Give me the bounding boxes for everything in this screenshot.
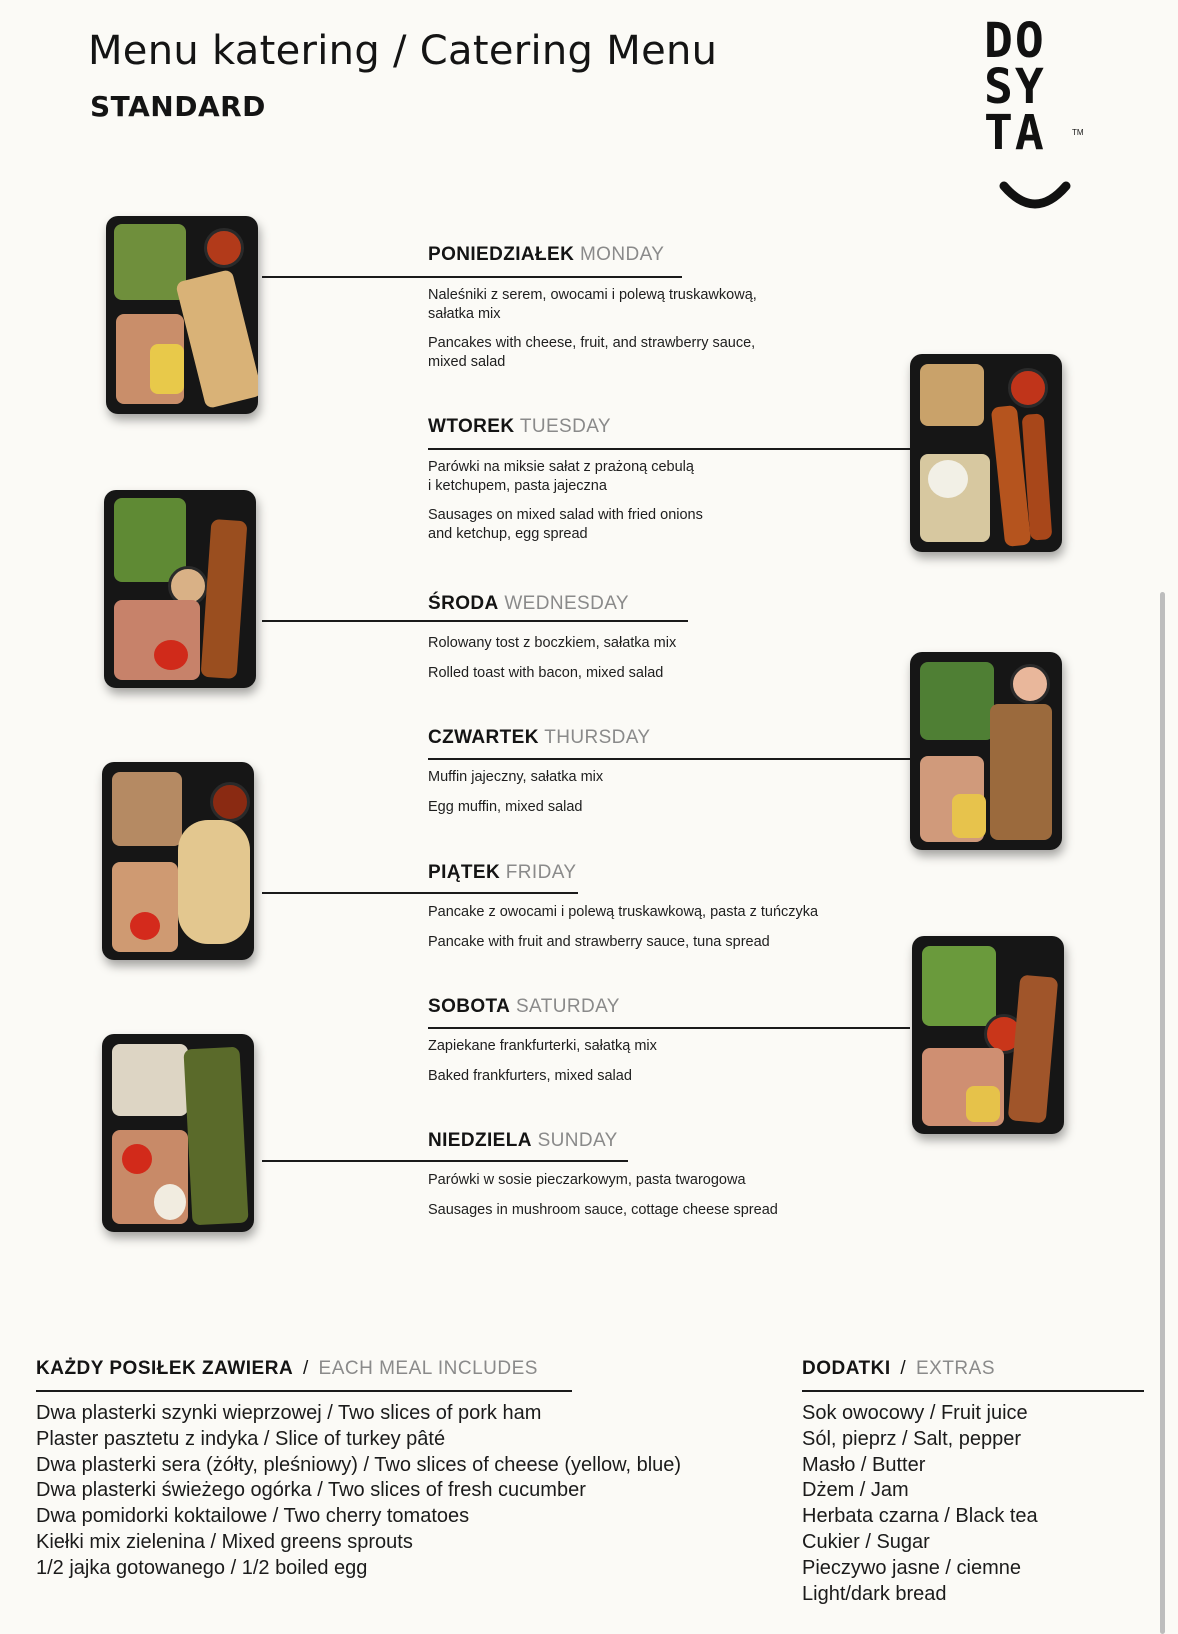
extras-underline: [802, 1390, 1144, 1392]
day-name-en: WEDNESDAY: [504, 593, 629, 614]
day-thursday: [428, 727, 651, 817]
dish-description-pl: Naleśniki z serem, owocami i polewą truskawkową, sałatka mix: [428, 287, 757, 322]
dish-description-pl: Parówki na miksie sałat z prażoną cebulą i ketchupem, pasta jajeczna: [428, 459, 694, 494]
extras-heading-pl: DODATKI: [802, 1358, 891, 1379]
includes-list: [36, 1401, 681, 1582]
dish-description-en: Pancakes with cheese, fruit, and strawberry sauce, mixed salad: [428, 335, 756, 370]
dish-description-pl: Parówki w sosie pieczarkowym, pasta twarogowa: [428, 1172, 746, 1188]
meal-tray-image: [106, 216, 258, 414]
day-heading: [428, 593, 676, 615]
logo-line-3: TA: [984, 105, 1046, 161]
includes-heading-separator: /: [302, 1358, 309, 1379]
list-item: Plaster pasztetu z indyka / Slice of turkey pâté: [36, 1427, 446, 1450]
day-heading: [428, 1130, 778, 1152]
day-name-pl: WTOREK: [428, 416, 515, 437]
day-name-en: SUNDAY: [537, 1130, 618, 1151]
list-item: Dwa plasterki sera (żółty, pleśniowy) / Two slices of cheese (yellow, blue): [36, 1453, 682, 1476]
day-monday: [428, 244, 757, 372]
dish-description-en: Sausages on mixed salad with fried onions and ketchup, egg spread: [428, 507, 703, 542]
day-name-pl: NIEDZIELA: [428, 1130, 532, 1151]
scrollbar[interactable]: [1160, 592, 1165, 1634]
trademark-mark: TM: [1072, 128, 1084, 137]
dish-description-pl: Pancake z owocami i polewą truskawkową, pasta z tuńczyka: [428, 904, 819, 920]
menu-variant-label: STANDARD: [90, 90, 266, 123]
list-item: Herbata czarna / Black tea: [802, 1505, 1038, 1528]
includes-underline: [36, 1390, 572, 1392]
extras-heading-en: EXTRAS: [915, 1358, 996, 1379]
day-name-pl: CZWARTEK: [428, 727, 539, 748]
day-name-en: THURSDAY: [544, 727, 651, 748]
list-item: Light/dark bread: [802, 1582, 947, 1605]
list-item: Sok owocowy / Fruit juice: [802, 1402, 1028, 1424]
list-item: Dwa plasterki świeżego ogórka / Two slices of fresh cucumber: [36, 1479, 586, 1502]
list-item: 1/2 jajka gotowanego / 1/2 boiled egg: [36, 1556, 368, 1579]
list-item: Cukier / Sugar: [802, 1530, 930, 1553]
meal-tray-image: [102, 1034, 254, 1232]
meal-tray-image: [910, 354, 1062, 552]
dish-description-pl: Rolowany tost z boczkiem, sałatka mix: [428, 635, 677, 651]
dosyta-logo: [984, 13, 1084, 218]
list-item: Dwa pomidorki koktailowe / Two cherry tomatoes: [36, 1505, 470, 1528]
meal-tray-image: [104, 490, 256, 688]
day-friday: [428, 862, 818, 952]
meal-tray-image: [102, 762, 254, 960]
day-sunday: [428, 1130, 778, 1220]
day-name-pl: PONIEDZIAŁEK: [428, 244, 575, 265]
extras-list: [802, 1401, 1038, 1607]
day-name-en: MONDAY: [579, 244, 665, 265]
day-wednesday: [428, 593, 676, 683]
extras-heading: [802, 1358, 995, 1380]
list-item: Dwa plasterki szynki wieprzowej / Two slices of pork ham: [36, 1402, 542, 1424]
list-item: Masło / Butter: [802, 1453, 926, 1476]
dish-description-en: Rolled toast with bacon, mixed salad: [428, 665, 664, 681]
day-heading: [428, 416, 703, 438]
includes-heading: [36, 1358, 538, 1380]
list-item: Kiełki mix zielenina / Mixed greens sprouts: [36, 1530, 413, 1553]
page-title: Menu katering / Catering Menu: [88, 28, 718, 74]
logo-line-1: DO: [984, 13, 1046, 69]
day-name-en: SATURDAY: [515, 996, 620, 1017]
includes-heading-en: EACH MEAL INCLUDES: [318, 1358, 538, 1379]
includes-heading-pl: KAŻDY POSIŁEK ZAWIERA: [36, 1358, 294, 1379]
day-heading: [428, 727, 651, 749]
logo-line-2: SY: [984, 59, 1046, 115]
day-name-pl: PIĄTEK: [428, 862, 501, 883]
day-name-pl: ŚRODA: [428, 593, 499, 614]
dish-description-en: Egg muffin, mixed salad: [428, 799, 583, 815]
smile-icon: [998, 180, 1072, 220]
dish-description-pl: Muffin jajeczny, sałatka mix: [428, 769, 604, 785]
day-heading: [428, 244, 757, 266]
meal-tray-image: [912, 936, 1064, 1134]
day-name-pl: SOBOTA: [428, 996, 511, 1017]
dish-description-pl: Zapiekane frankfurterki, sałatką mix: [428, 1038, 657, 1054]
day-saturday: [428, 996, 657, 1086]
dish-description-en: Sausages in mushroom sauce, cottage cheese spread: [428, 1202, 778, 1218]
list-item: Pieczywo jasne / ciemne: [802, 1556, 1021, 1579]
extras-heading-separator: /: [900, 1358, 907, 1379]
list-item: Dżem / Jam: [802, 1479, 909, 1502]
meal-tray-image: [910, 652, 1062, 850]
day-heading: [428, 862, 818, 884]
day-heading: [428, 996, 657, 1018]
day-name-en: FRIDAY: [505, 862, 577, 883]
dish-description-en: Baked frankfurters, mixed salad: [428, 1068, 632, 1084]
day-tuesday: [428, 416, 703, 544]
list-item: Sól, pieprz / Salt, pepper: [802, 1427, 1022, 1450]
day-name-en: TUESDAY: [519, 416, 611, 437]
dish-description-en: Pancake with fruit and strawberry sauce, tuna spread: [428, 934, 770, 950]
